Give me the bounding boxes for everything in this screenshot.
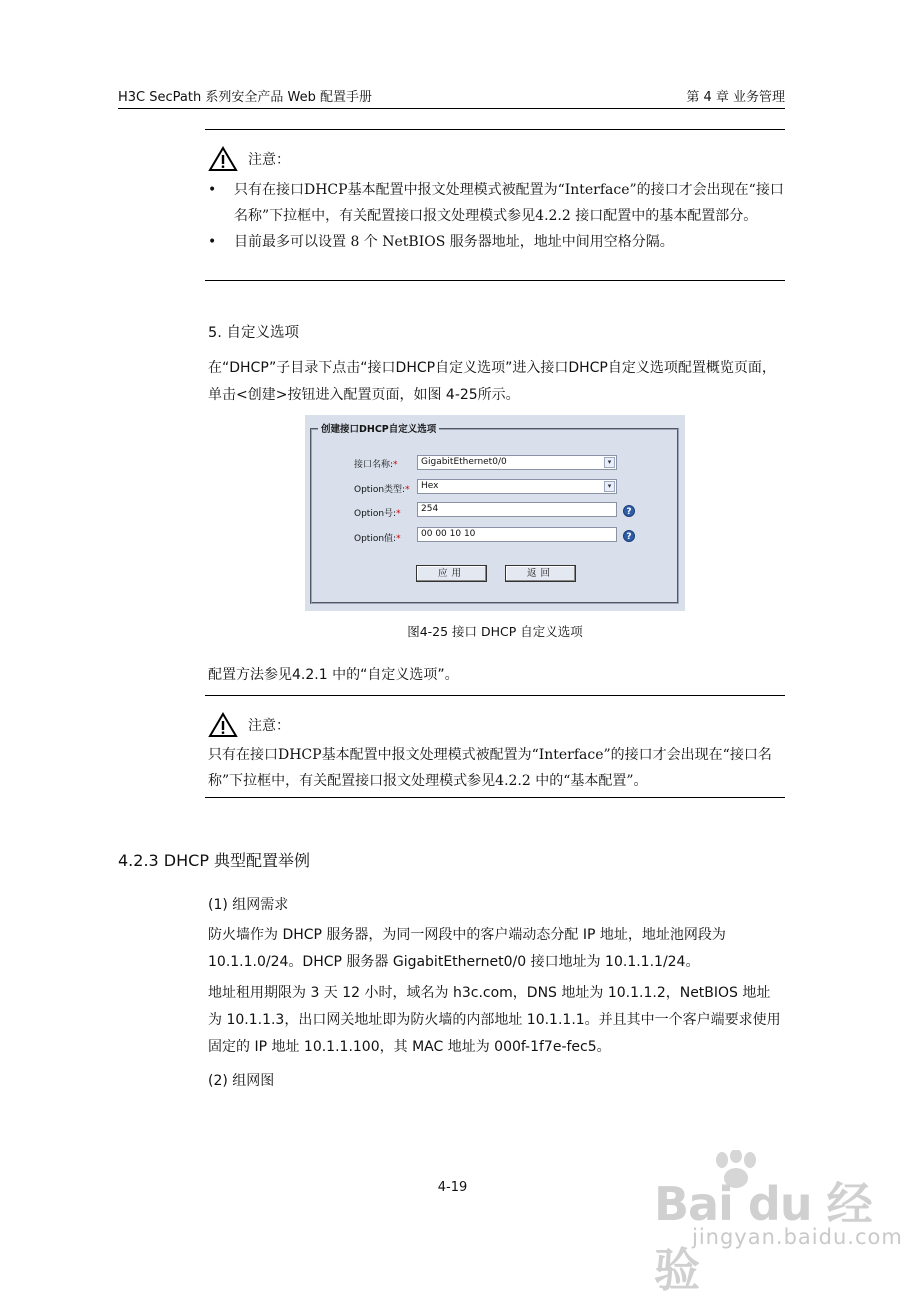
option-type-select-value: Hex bbox=[421, 481, 439, 491]
required-mark: * bbox=[405, 485, 410, 495]
caution2-text: 只有在接口DHCP基本配置中报文处理模式被配置为“Interface”的接口才会出现在“接口名称”下拉框中，有关配置接口报文处理模式参见4.2.2 中的“基本配置”。 bbox=[208, 747, 772, 789]
field-label-option-number bbox=[354, 506, 401, 519]
running-header-right: 第 4 章 业务管理 bbox=[686, 90, 785, 105]
back-button[interactable]: 返回 bbox=[505, 565, 576, 582]
required-mark: * bbox=[396, 509, 401, 519]
field-label-option-type bbox=[354, 482, 410, 495]
caution1-list bbox=[208, 177, 784, 255]
warning-icon bbox=[208, 146, 238, 172]
option-number-input[interactable]: 254 bbox=[417, 502, 617, 517]
caution1-top-rule bbox=[205, 129, 785, 130]
config-reference: 配置方法参见4.2.1 中的“自定义选项”。 bbox=[208, 667, 459, 683]
paragraph-requirements: 防火墙作为 DHCP 服务器，为同一网段中的客户端动态分配 IP 地址，地址池网段为 10.1.1.0/24。DHCP 服务器 GigabitEthernet0/0 接口地址为 10.1.1.1/24。 bbox=[208, 927, 726, 970]
page-number: 4-19 bbox=[437, 1180, 468, 1195]
field-label-text: Option号: bbox=[354, 509, 397, 519]
caution1-label: 注意： bbox=[248, 152, 290, 168]
chevron-down-icon[interactable]: ▾ bbox=[604, 481, 615, 492]
section5-paragraph bbox=[208, 355, 784, 409]
option-value-input[interactable]: 00 00 10 10 bbox=[417, 527, 617, 542]
warning-icon bbox=[208, 712, 238, 738]
watermark bbox=[640, 1150, 903, 1297]
field-label-text: Option值: bbox=[354, 534, 397, 544]
figure-caption: 图4-25 接口 DHCP 自定义选项 bbox=[407, 624, 583, 639]
caution1-item: • 目前最多可以设置 8 个 NetBIOS 服务器地址，地址中间用空格分隔。 bbox=[208, 229, 784, 255]
watermark-logo: Bai du 经验 bbox=[654, 1177, 872, 1297]
caution1-bottom-rule bbox=[205, 280, 785, 281]
interface-select[interactable] bbox=[417, 455, 617, 470]
required-mark: * bbox=[393, 460, 398, 470]
subsection-2-title: (2) 组网图 bbox=[208, 1073, 275, 1089]
interface-select-value: GigabitEthernet0/0 bbox=[421, 457, 507, 467]
required-mark: * bbox=[396, 534, 401, 544]
apply-button[interactable]: 应用 bbox=[416, 565, 487, 582]
section5-text: 在“DHCP”子目录下点击“接口DHCP自定义选项”进入接口DHCP自定义选项配置概览页面，单击<创建>按钮进入配置页面，如图 4-25所示。 bbox=[208, 360, 776, 403]
running-header-left: H3C SecPath 系列安全产品 Web 配置手册 bbox=[118, 90, 372, 105]
caution2-top-rule bbox=[205, 695, 785, 696]
caution1-heading bbox=[208, 144, 290, 174]
watermark-url: jingyan.baidu.com bbox=[692, 1225, 903, 1249]
section5-title: 5. 自定义选项 bbox=[208, 325, 299, 341]
chevron-down-icon[interactable]: ▾ bbox=[604, 457, 615, 468]
paragraph-details: 地址租用期限为 3 天 12 小时，域名为 h3c.com，DNS 地址为 10.1.1.2，NetBIOS 地址为 10.1.1.3，出口网关地址即为防火墙的内部地址 10.1.1.1。并且其中一个客户端要求使用固定的 IP 地址 10.1.1.100，其 MAC 地址为 000f-1f7e-fec5。 bbox=[208, 985, 781, 1055]
help-icon[interactable]: ? bbox=[623, 505, 635, 517]
subsection-1-title: (1) 组网需求 bbox=[208, 897, 289, 913]
field-label-interface bbox=[354, 457, 398, 470]
caution2-label: 注意： bbox=[248, 718, 290, 734]
caution2-heading bbox=[208, 710, 290, 740]
field-label-text: 接口名称: bbox=[354, 460, 394, 470]
field-label-option-value bbox=[354, 531, 401, 544]
header-divider bbox=[118, 108, 785, 109]
field-label-text: Option类型: bbox=[354, 485, 406, 495]
dialog-legend: 创建接口DHCP自定义选项 bbox=[318, 421, 439, 435]
option-type-select[interactable] bbox=[417, 479, 617, 494]
caution2-bottom-rule bbox=[205, 797, 785, 798]
caution1-item: • 只有在接口DHCP基本配置中报文处理模式被配置为“Interface”的接口才会出现在“接口名称”下拉框中，有关配置接口报文处理模式参见4.2.2 接口配置中的基本配置部分。 bbox=[208, 177, 784, 229]
help-icon[interactable]: ? bbox=[623, 530, 635, 542]
section-heading: 4.2.3 DHCP 典型配置举例 bbox=[118, 851, 311, 870]
